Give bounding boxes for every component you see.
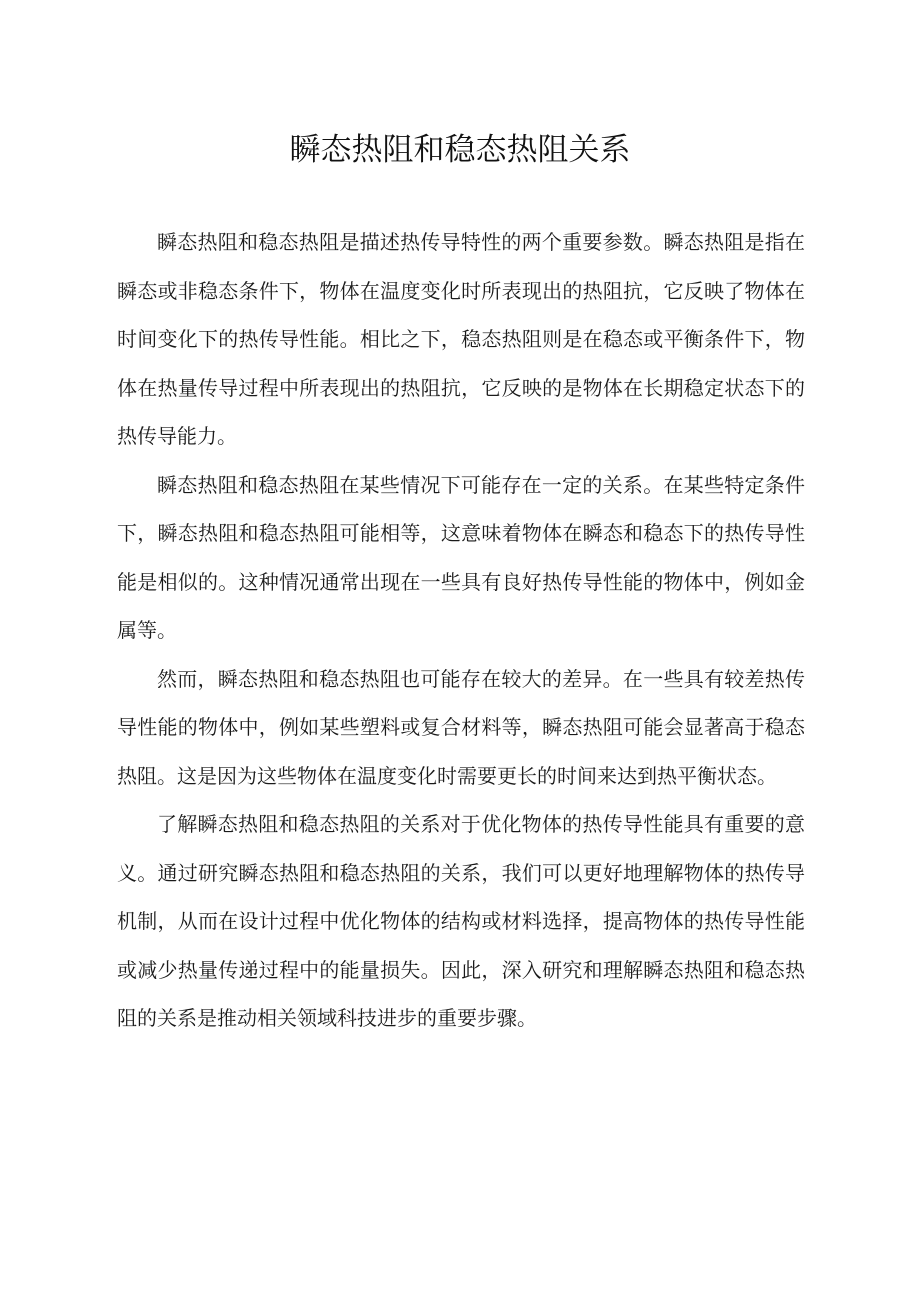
document-title: 瞬态热阻和稳态热阻关系 <box>289 132 631 168</box>
paragraph-3: 然而，瞬态热阻和稳态热阻也可能存在较大的差异。在一些具有较差热传导性能的物体中，例如某些塑料或复合材料等，瞬态热阻可能会显著高于稳态热阻。这是因为这些物体在温度变化时需要更长的时间来达到热平衡状态。 <box>117 666 805 788</box>
document-body <box>117 218 805 1043</box>
paragraph-1: 瞬态热阻和稳态热阻是描述热传导特性的两个重要参数。瞬态热阻是指在瞬态或非稳态条件下，物体在温度变化时所表现出的热阻抗，它反映了物体在时间变化下的热传导性能。相比之下，稳态热阻则是在稳态或平衡条件下，物体在热量传导过程中所表现出的热阻抗，它反映的是物体在长期稳定状态下的热传导能力。 <box>117 230 805 448</box>
paragraph-2: 瞬态热阻和稳态热阻在某些情况下可能存在一定的关系。在某些特定条件下，瞬态热阻和稳态热阻可能相等，这意味着物体在瞬态和稳态下的热传导性能是相似的。这种情况通常出现在一些具有良好热传导性能的物体中，例如金属等。 <box>117 472 805 642</box>
paragraph-4: 了解瞬态热阻和稳态热阻的关系对于优化物体的热传导性能具有重要的意义。通过研究瞬态热阻和稳态热阻的关系，我们可以更好地理解物体的热传导机制，从而在设计过程中优化物体的结构或材料选择，提高物体的热传导性能或减少热量传递过程中的能量损失。因此，深入研究和理解瞬态热阻和稳态热阻的关系是推动相关领域科技进步的重要步骤。 <box>117 812 805 1030</box>
